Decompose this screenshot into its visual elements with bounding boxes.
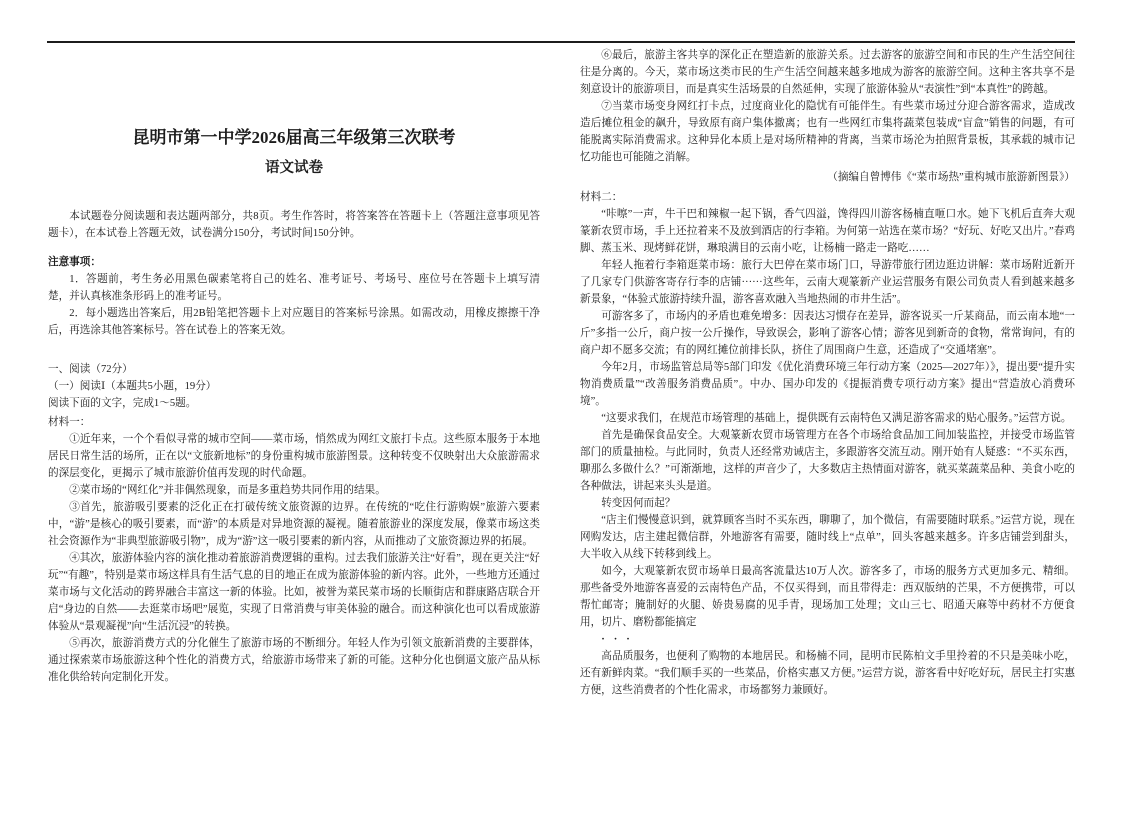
material2-paragraph: 年轻人拖着行李箱逛菜市场：旅行大巴停在菜市场门口，导游带旅行团边逛边讲解：菜市场附近新开了几家专门供游客寄存行李的店铺······这些年，云南大观篆新产业运营服务有限公司负责人看到越来越多新景象，“体验式旅游持续升温，游客喜欢融入当地热闹的市井生活”。: [580, 260, 1075, 305]
material1-paragraph: ⑤再次，旅游消费方式的分化催生了旅游市场的不断细分。年轻人作为引领文旅新消费的主要群体，通过探索菜市场旅游这种个性化的消费方式，给旅游市场带来了新的可能。这种分化也倒逼文旅产品从标准化供给转向定制化开发。: [48, 638, 540, 683]
material2-paragraph: 首先是确保食品安全。大观篆新农贸市场管理方在各个市场给食品加工间加装监控，并接受市场监管部门的质量抽检。与此同时，负责人还经常劝诫店主，多跟游客交流互动。刚开始有人疑惑：“不买东西，聊那么多做什么？”可渐渐地，这样的声音少了，大多数店主热情面对游客，就买菜蔬菜品种、美食小吃的各种做法，讲起来头头是道。: [580, 430, 1075, 492]
section-heading: 一、阅读（72分）: [48, 364, 133, 375]
material1-paragraph: ②菜市场的“网红化”并非偶然现象，而是多重趋势共同作用的结果。: [69, 485, 386, 496]
material1-paragraph: ④其次，旅游体验内容的演化推动着旅游消费逻辑的重构。过去我们旅游关注“好看”，现在更关注“好玩”“有趣”，特别是菜市场这样具有生活气息的目的地正在成为旅游体验的新内容。此外，一些地方还通过菜市场与文化活动的跨界融合丰富这一新的体验。比如，被誉为菜民菜市场的长顺街店和群康路店联合开启“身边的自然——去逛菜市场吧”展览，实现了日常消费与审美体验的融合。而这种演化也可以看成旅游体验从“景观凝视”向“生活沉浸”的转换。: [48, 553, 540, 632]
notice-item-1: 1．答题前，考生务必用黑色碳素笔将自己的姓名、准考证号、考场号、座位号在答题卡上填写清楚，并认真核准条形码上的准考证号。: [48, 274, 540, 302]
material2-paragraph: “这要求我们，在规范市场管理的基础上，提供既有云南特色又满足游客需求的贴心服务。”运营方说。: [601, 413, 1072, 424]
exam-intro: 本试题卷分阅读题和表达题两部分，共8页。考生作答时，将答案答在答题卡上（答题注意事项见答题卡），在本试卷上答题无效，试卷满分150分，考试时间150分钟。: [48, 211, 540, 239]
material2-paragraph: 如今，大观篆新农贸市场单日最高客流量达10万人次。游客多了，市场的服务方式更加多元、精细。那些备受外地游客喜爱的云南特色产品，不仅买得到，而且带得走：西双版纳的芒果，不方便携带，可以帮忙邮寄；腌制好的火腿、娇贵易腐的见手青，现场加工处理；文山三七、昭通天麻等中药材不方便食用，切片、磨粉都能搞定: [580, 566, 1075, 628]
material2-paragraph: “店主们慢慢意识到，就算顾客当时不买东西，聊聊了，加个微信，有需要随时联系。”运营方说，现在网购发达，店主建起微信群，外地游客有需要，随时线上“点单”，回头客越来越多。许多店铺尝到甜头，大半收入从线下转移到线上。: [580, 515, 1075, 560]
material2-paragraph: 今年2月，市场监管总局等5部门印发《优化消费环境三年行动方案（2025—2027年）》，提出要“提升实物消费质量”“改善服务消费品质”。中办、国办印发的《提振消费专项行动方案》提出“营造放心消费环境”。: [580, 362, 1075, 407]
material2-paragraph: 高品质服务，也便利了购物的本地居民。和杨楠不同，昆明市民陈柏文手里拎着的不只是美味小吃，还有新鲜肉菜。“我们顺手买的一些菜品，价格实惠又方便。”运营方说，游客看中好吃好玩，居民主打实惠方便，这些消费者的个性化需求，市场都努力兼顾好。: [580, 651, 1075, 696]
material1-paragraph: ①近年来，一个个看似寻常的城市空间——菜市场，悄然成为网红文旅打卡点。这些原本服务于本地居民日常生活的场所，正在以“文旅新地标”的身份重构城市旅游图景。这种转变不仅映射出大众旅游需求的深层变化，更揭示了城市旅游价值再发现的时代命题。: [48, 434, 540, 479]
material1-paragraph: ⑦当菜市场变身网红打卡点，过度商业化的隐忧有可能伴生。有些菜市场过分迎合游客需求，造成改造后摊位租金的飙升，导致原有商户集体撤离；也有一些网红市集将蔬菜包装成“盲盒”销售的问题，有可能脱离实际消费需求。这种异化本质上是对场所精神的背离，当菜市场沦为拍照背景板，其承载的城市记忆功能也可能随之消解。: [580, 101, 1075, 163]
subsection-heading: （一）阅读Ⅰ（本题共5小题，19分）: [48, 381, 217, 392]
paper-subtitle: 语文试卷: [265, 160, 323, 176]
material1-label: 材料一：: [48, 417, 91, 428]
paper-title: 昆明市第一中学2026届高三年级第三次联考: [132, 128, 456, 147]
top-rule: [47, 41, 1075, 43]
reading-instruction: 阅读下面的文字，完成1～5题。: [48, 398, 197, 409]
material1-attribution: （摘编自曾博伟《“菜市场热”重构城市旅游新图景》）: [827, 172, 1075, 183]
omission-ellipsis: ···: [601, 634, 639, 645]
material2-paragraph: “咔嚓”一声，牛干巴和辣椒一起下锅，香气四溢，馋得四川游客杨楠直咂口水。她下飞机后直奔大观篆新农贸市场，手上还拉着来不及放到酒店的行李箱。为何第一站选在菜市场？“好玩、好吃又出片。”春鸡脚、蒸玉米、现烤鲜花饼，琳琅满目的云南小吃，让杨楠一路走一路吃……: [580, 209, 1075, 254]
left-column: [48, 52, 540, 686]
notice-item-2: 2．每小题选出答案后，用2B铅笔把答题卡上对应题目的答案标号涂黑。如需改动，用橡皮擦擦干净后，再选涂其他答案标号。答在试卷上的答案无效。: [48, 308, 540, 336]
material2-paragraph: 转变因何而起？: [601, 498, 676, 509]
material1-paragraph: ⑥最后，旅游主客共享的深化正在塑造新的旅游关系。过去游客的旅游空间和市民的生产生活空间往往是分离的。今天，菜市场这类市民的生产生活空间越来越多地成为游客的旅游空间。这种主客共享不是刻意设计的旅游项目，而是真实生活场景的自然延伸，实现了旅游体验从“表演性”到“本真性”的跨越。: [580, 50, 1075, 95]
material1-paragraph: ③首先，旅游吸引要素的泛化正在打破传统文旅资源的边界。在传统的“吃住行游购娱”旅游六要素中，“游”是核心的吸引要素，而“游”的本质是对异地资源的凝视。随着旅游业的深度发展，像菜市场这类社会资源作为“非典型旅游吸引物”，成为“游”这一吸引要素的新内容，从而推动了文旅资源边界的拓展。: [48, 502, 540, 547]
material2-label: 材料二：: [580, 192, 623, 203]
right-column: [580, 47, 1075, 699]
notice-heading: 注意事项：: [48, 257, 101, 268]
material2-paragraph: 可游客多了，市场内的矛盾也难免增多：因表达习惯存在差异，游客说买一斤某商品，而云南本地“一斤”多指一公斤，商户按一公斤操作，导致误会，影响了游客心情；游客见到新奇的食物，常常询问，有的商户却不愿多交流；有的网红摊位前排长队，挤住了周围商户生意，还造成了“交通堵塞”。: [580, 311, 1075, 356]
